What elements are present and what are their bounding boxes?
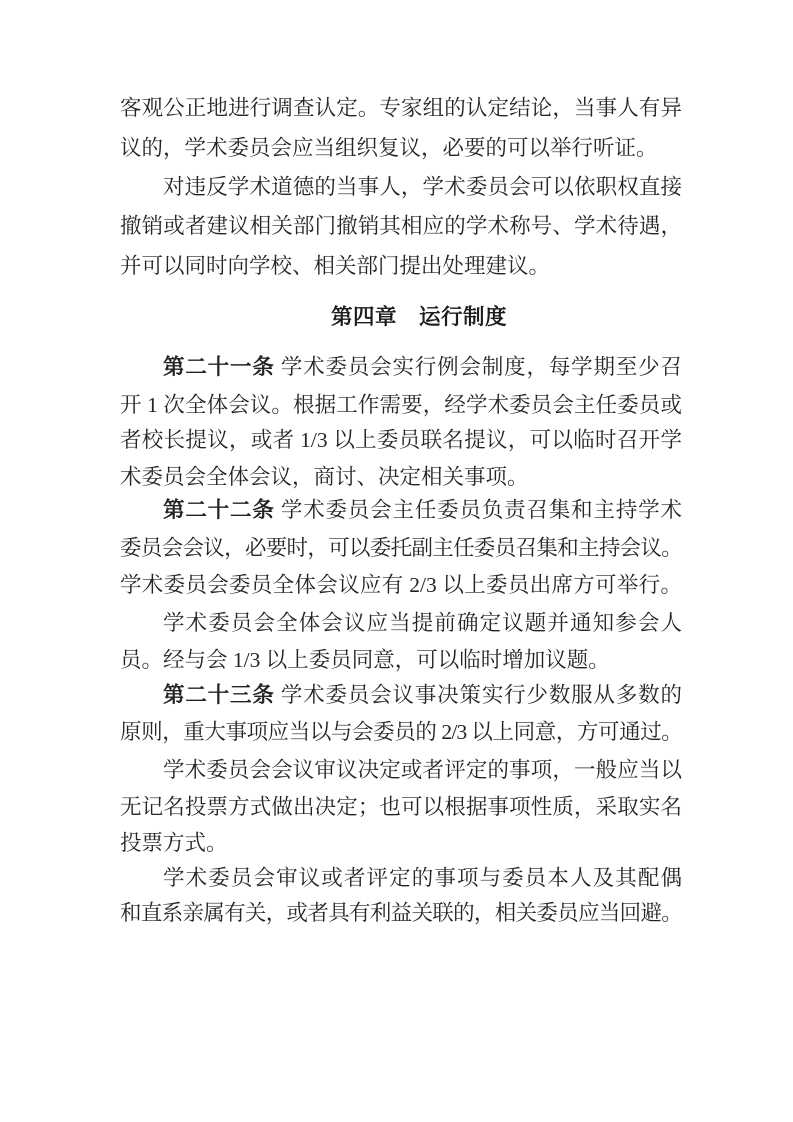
line-text: 客观公正地进行调查认定。专家组的认定结论，当事人有异 [120,96,682,120]
text-line [120,865,682,892]
chapter-heading-text: 第四章 运行制度 [330,305,507,329]
line-text: 者校长提议，或者 1/3 以上委员联名提议，可以临时召开学 [120,428,682,452]
chapter-heading [138,304,700,331]
text-line [120,794,682,821]
text-line [120,174,682,201]
line-text: 员。经与会 1/3 以上委员同意，可以临时增加议题。 [120,648,610,672]
text-line [120,647,682,674]
text-line [120,213,682,240]
line-text: 并可以同时向学校、相关部门提出处理建议。 [120,254,551,278]
text-line [120,900,682,927]
line-text: 学术委员会实行例会制度，每学期至少召 [274,355,682,379]
line-text: 学术委员会主任委员负责召集和主持学术 [274,498,682,522]
line-text: 学术委员会审议或者评定的事项与委员本人及其配偶 [163,866,682,890]
text-line [120,610,682,637]
text-line [120,682,682,709]
line-text: 学术委员会全体会议应当提前确定议题并通知参会人 [163,611,682,635]
text-line [120,392,682,419]
line-text: 撤销或者建议相关部门撤销其相应的学术称号、学术待遇， [120,214,682,238]
text-line [120,253,682,280]
line-text: 学术委员会议事决策实行少数服从多数的 [274,683,682,707]
article-number: 第二十三条 [163,683,275,707]
line-text: 委员会会议，必要时，可以委托副主任委员召集和主持会议。 [120,536,682,560]
line-text: 原则，重大事项应当以与会委员的 2/3 以上同意，方可通过。 [120,720,682,744]
text-line [120,427,682,454]
line-text: 无记名投票方式做出决定；也可以根据事项性质，采取实名 [120,795,682,819]
line-text: 议的，学术委员会应当组织复议，必要的可以举行听证。 [120,136,658,160]
article-number: 第二十二条 [163,498,275,522]
text-line [120,535,682,562]
line-text: 开 1 次全体会议。根据工作需要，经学术委员会主任委员或 [120,393,682,417]
text-line [120,830,682,857]
text-line [120,95,682,122]
line-text: 术委员会全体会议，商讨、决定相关事项。 [120,465,529,489]
text-line [120,464,682,491]
text-line [120,354,682,381]
line-text: 学术委员会会议审议决定或者评定的事项，一般应当以 [163,758,682,782]
text-line [120,497,682,524]
line-text: 对违反学术道德的当事人，学术委员会可以依职权直接 [163,175,682,199]
line-text: 和直系亲属有关，或者具有利益关联的，相关委员应当回避。 [120,901,682,925]
text-line [120,719,682,746]
text-line [120,572,682,599]
article-number: 第二十一条 [163,355,275,379]
text-line [120,135,682,162]
line-text: 学术委员会委员全体会议应有 2/3 以上委员出席方可举行。 [120,573,682,597]
line-text: 投票方式。 [120,831,228,855]
text-line [120,757,682,784]
